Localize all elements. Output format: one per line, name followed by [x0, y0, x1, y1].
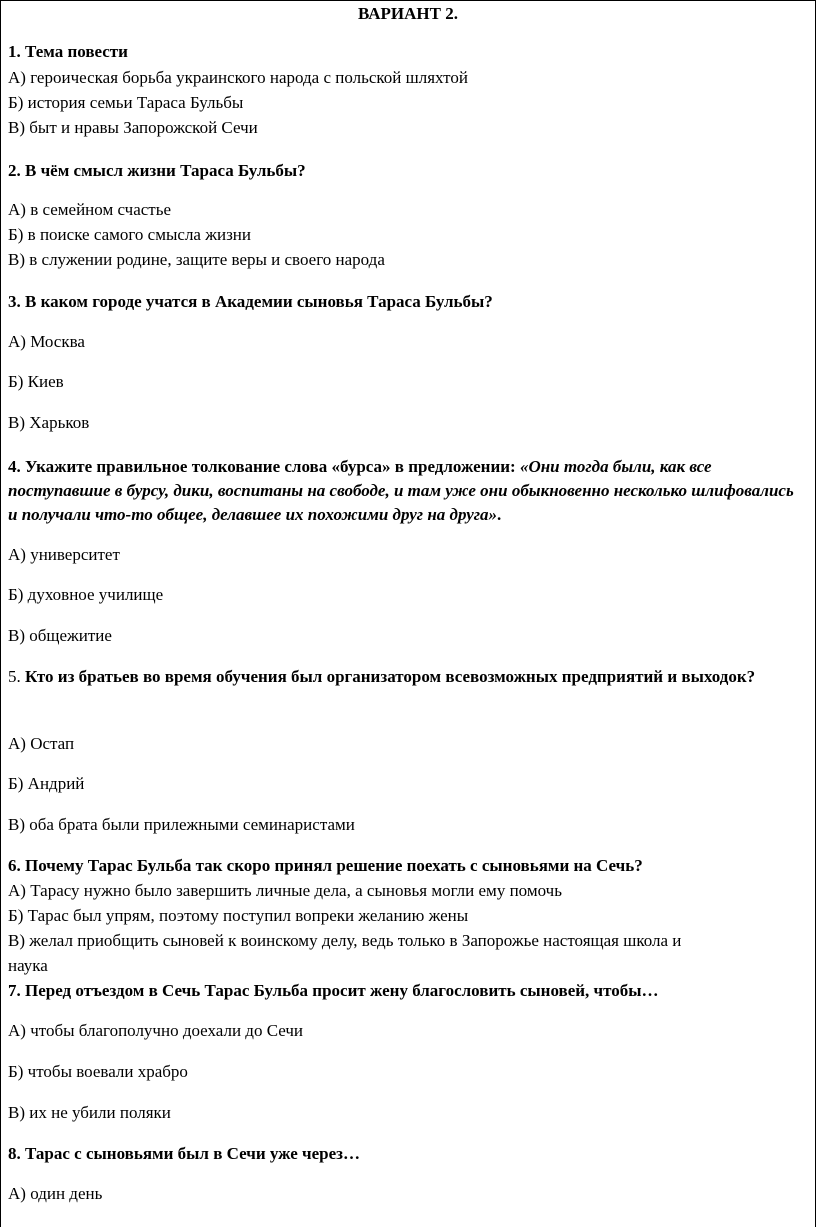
question-5-option-b: Б) Андрий — [8, 774, 85, 793]
question-5-number: 5. — [8, 667, 25, 686]
question-7-label: 7. Перед отъездом в Сечь Тарас Бульба просит жену благословить сыновей, чтобы… — [8, 981, 659, 1000]
question-6-option-b: Б) Тарас был упрям, поэтому поступил вопреки желанию жены — [8, 906, 469, 925]
question-4-block — [8, 455, 798, 527]
question-4-quote: «Они тогда были, как все поступавшие в бурсу, дики, воспитаны на свободе, и там уже они обыкновенно несколько шлифовались и получали что-то общее, делавшее их похожими друг на друга» — [8, 457, 794, 524]
question-1-option-a: А) героическая борьба украинского народа с польской шляхтой — [8, 68, 468, 87]
question-1-option-c: В) быт и нравы Запорожской Сечи — [8, 118, 258, 137]
question-3-label: 3. В каком городе учатся в Академии сыновья Тараса Бульбы? — [8, 292, 493, 311]
question-8-option-a: А) один день — [8, 1184, 103, 1203]
question-1-option-b: Б) история семьи Тараса Бульбы — [8, 93, 244, 112]
question-2-option-a: А) в семейном счастье — [8, 200, 172, 219]
question-5-block — [8, 665, 798, 689]
question-4-label: 4. Укажите правильное толкование слова «бурса» в предложении: — [8, 457, 520, 476]
question-6-label: 6. Почему Тарас Бульба так скоро принял решение поехать с сыновьями на Сечь? — [8, 856, 643, 875]
question-4-option-c: В) общежитие — [8, 626, 112, 645]
question-5-option-c: В) оба брата были прилежными семинаристами — [8, 815, 355, 834]
question-1-label: 1. Тема повести — [8, 42, 128, 61]
question-8-label: 8. Тарас с сыновьями был в Сечи уже через… — [8, 1144, 361, 1163]
question-3-option-c: В) Харьков — [8, 413, 90, 432]
question-5-label: Кто из братьев во время обучения был организатором всевозможных предприятий и выходок? — [25, 667, 756, 686]
question-4-option-a: А) университет — [8, 545, 120, 564]
question-5-option-a: А) Остап — [8, 734, 75, 753]
question-4-end: . — [497, 505, 502, 524]
question-7-option-b: Б) чтобы воевали храбро — [8, 1062, 188, 1081]
question-3-option-b: Б) Киев — [8, 372, 64, 391]
question-2-option-b: Б) в поиске самого смысла жизни — [8, 225, 251, 244]
question-6-option-c: В) желал приобщить сыновей к воинскому делу, ведь только в Запорожье настоящая школа и — [8, 931, 682, 950]
question-7-option-c: В) их не убили поляки — [8, 1103, 171, 1122]
question-4-option-b: Б) духовное училище — [8, 585, 164, 604]
question-7-option-a: А) чтобы благополучно доехали до Сечи — [8, 1021, 304, 1040]
question-2-option-c: В) в служении родине, защите веры и своего народа — [8, 250, 385, 269]
variant-title: ВАРИАНТ 2. — [358, 4, 458, 23]
question-3-option-a: А) Москва — [8, 332, 85, 351]
question-6-option-c-continued: наука — [8, 956, 48, 975]
question-2-label: 2. В чём смысл жизни Тараса Бульбы? — [8, 161, 306, 180]
question-6-option-a: А) Тарасу нужно было завершить личные дела, а сыновья могли ему помочь — [8, 881, 562, 900]
